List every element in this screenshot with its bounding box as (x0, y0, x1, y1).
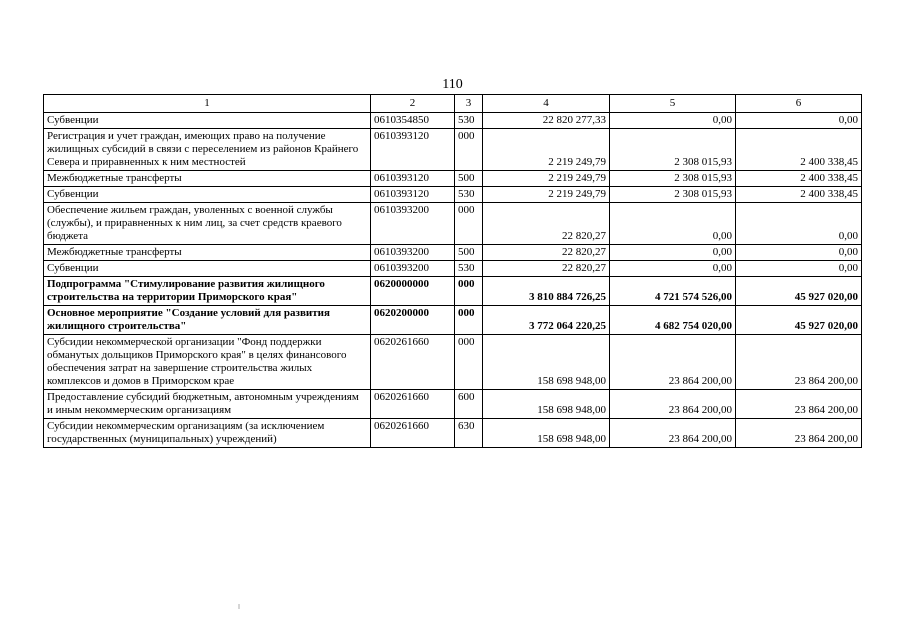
target-code-cell: 0620200000 (371, 306, 455, 335)
table-row (44, 171, 862, 187)
expense-type-cell: 530 (455, 113, 483, 129)
amount-year1-cell: 3 810 884 726,25 (483, 277, 610, 306)
amount-year1-cell: 3 772 064 220,25 (483, 306, 610, 335)
table-header-row (44, 95, 862, 113)
table-row (44, 335, 862, 390)
row-name-cell: Обеспечение жильем граждан, уволенных с военной службы (службы), и приравненных к ним лиц, за счет средств краевого бюджета (44, 203, 371, 245)
budget-table (43, 94, 862, 448)
amount-year1-cell: 158 698 948,00 (483, 390, 610, 419)
expense-type-cell: 630 (455, 419, 483, 448)
amount-year2-cell: 4 682 754 020,00 (610, 306, 736, 335)
expense-type-cell: 500 (455, 171, 483, 187)
row-name-cell: Подпрограмма "Стимулирование развития жилищного строительства на территории Приморского края" (44, 277, 371, 306)
expense-type-cell: 600 (455, 390, 483, 419)
table-row (44, 187, 862, 203)
expense-type-cell: 000 (455, 306, 483, 335)
amount-year1-cell: 2 219 249,79 (483, 129, 610, 171)
target-code-cell: 0620261660 (371, 390, 455, 419)
table-row (44, 306, 862, 335)
amount-year3-cell: 0,00 (736, 245, 862, 261)
table-row (44, 129, 862, 171)
row-name-cell: Основное мероприятие "Создание условий для развития жилищного строительства" (44, 306, 371, 335)
row-name-cell: Предоставление субсидий бюджетным, автономным учреждениям и иным некоммерческим организациям (44, 390, 371, 419)
amount-year2-cell: 0,00 (610, 261, 736, 277)
expense-type-cell: 530 (455, 187, 483, 203)
row-name-cell: Субсидии некоммерческим организациям (за исключением государственных (муниципальных) учреждений) (44, 419, 371, 448)
amount-year3-cell: 45 927 020,00 (736, 306, 862, 335)
column-header: 5 (610, 95, 736, 113)
amount-year2-cell: 0,00 (610, 203, 736, 245)
target-code-cell: 0610354850 (371, 113, 455, 129)
row-name-cell: Межбюджетные трансферты (44, 245, 371, 261)
expense-type-cell: 500 (455, 245, 483, 261)
row-name-cell: Субвенции (44, 113, 371, 129)
amount-year1-cell: 22 820 277,33 (483, 113, 610, 129)
amount-year2-cell: 4 721 574 526,00 (610, 277, 736, 306)
table-row (44, 419, 862, 448)
amount-year3-cell: 23 864 200,00 (736, 390, 862, 419)
row-name-cell: Регистрация и учет граждан, имеющих право на получение жилищных субсидий в связи с переселением из районов Крайнего Севера и приравненных к ним местностей (44, 129, 371, 171)
amount-year3-cell: 23 864 200,00 (736, 419, 862, 448)
column-header: 6 (736, 95, 862, 113)
target-code-cell: 0610393120 (371, 171, 455, 187)
table-row (44, 390, 862, 419)
target-code-cell: 0620000000 (371, 277, 455, 306)
table-row (44, 203, 862, 245)
amount-year3-cell: 0,00 (736, 203, 862, 245)
target-code-cell: 0620261660 (371, 335, 455, 390)
target-code-cell: 0610393120 (371, 129, 455, 171)
amount-year3-cell: 2 400 338,45 (736, 129, 862, 171)
table-row (44, 261, 862, 277)
amount-year2-cell: 23 864 200,00 (610, 335, 736, 390)
row-name-cell: Субвенции (44, 187, 371, 203)
amount-year1-cell: 2 219 249,79 (483, 171, 610, 187)
amount-year1-cell: 22 820,27 (483, 261, 610, 277)
expense-type-cell: 000 (455, 203, 483, 245)
amount-year2-cell: 0,00 (610, 113, 736, 129)
table-row (44, 277, 862, 306)
table-row (44, 245, 862, 261)
expense-type-cell: 000 (455, 335, 483, 390)
amount-year3-cell: 0,00 (736, 113, 862, 129)
margin-mark (238, 604, 240, 609)
amount-year1-cell: 22 820,27 (483, 203, 610, 245)
target-code-cell: 0610393120 (371, 187, 455, 203)
row-name-cell: Субсидии некоммерческой организации "Фонд поддержки обманутых дольщиков Приморского края" в целях финансового обеспечения затрат на завершение строительства жилых комплексов и домов в Приморском крае (44, 335, 371, 390)
target-code-cell: 0610393200 (371, 261, 455, 277)
amount-year1-cell: 2 219 249,79 (483, 187, 610, 203)
target-code-cell: 0620261660 (371, 419, 455, 448)
expense-type-cell: 000 (455, 129, 483, 171)
expense-type-cell: 000 (455, 277, 483, 306)
amount-year1-cell: 158 698 948,00 (483, 419, 610, 448)
amount-year2-cell: 2 308 015,93 (610, 171, 736, 187)
expense-type-cell: 530 (455, 261, 483, 277)
amount-year3-cell: 0,00 (736, 261, 862, 277)
amount-year3-cell: 45 927 020,00 (736, 277, 862, 306)
amount-year2-cell: 2 308 015,93 (610, 187, 736, 203)
target-code-cell: 0610393200 (371, 245, 455, 261)
column-header: 1 (44, 95, 371, 113)
amount-year2-cell: 0,00 (610, 245, 736, 261)
amount-year2-cell: 2 308 015,93 (610, 129, 736, 171)
table-row (44, 113, 862, 129)
amount-year1-cell: 22 820,27 (483, 245, 610, 261)
target-code-cell: 0610393200 (371, 203, 455, 245)
row-name-cell: Субвенции (44, 261, 371, 277)
amount-year2-cell: 23 864 200,00 (610, 390, 736, 419)
amount-year3-cell: 2 400 338,45 (736, 171, 862, 187)
amount-year3-cell: 23 864 200,00 (736, 335, 862, 390)
column-header: 3 (455, 95, 483, 113)
amount-year2-cell: 23 864 200,00 (610, 419, 736, 448)
amount-year3-cell: 2 400 338,45 (736, 187, 862, 203)
row-name-cell: Межбюджетные трансферты (44, 171, 371, 187)
amount-year1-cell: 158 698 948,00 (483, 335, 610, 390)
column-header: 2 (371, 95, 455, 113)
column-header: 4 (483, 95, 610, 113)
page-number: 110 (442, 77, 463, 92)
